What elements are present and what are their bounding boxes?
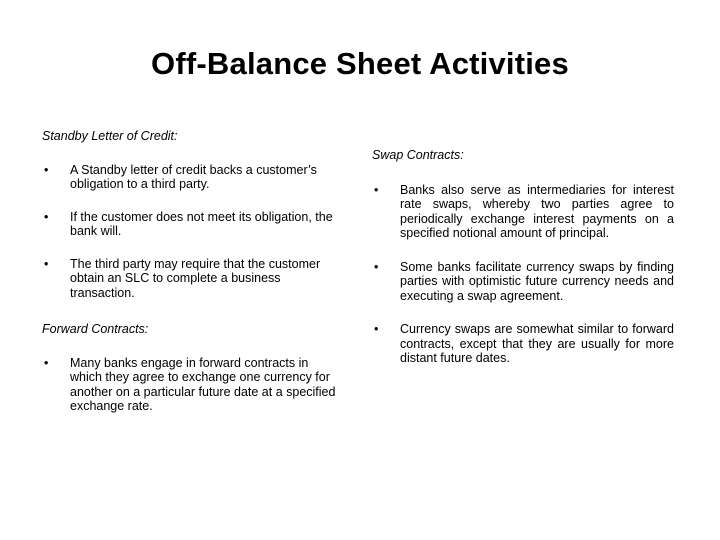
list-item-text: Currency swaps are somewhat similar to forward contracts, except that they are usually for more distant future dates. (400, 322, 674, 365)
list-item-text: Some banks facilitate currency swaps by finding parties with optimistic future currency needs and executing a swap agreement. (400, 259, 674, 303)
bullet-icon: • (374, 322, 379, 336)
bullet-icon: • (44, 209, 49, 224)
list-item-text: Banks also serve as intermediaries for interest rate swaps, whereby two parties agree to periodically exchange interest payments on a specified notional amount of principal. (400, 182, 674, 240)
swap-contracts-heading: Swap Contracts: (372, 148, 464, 162)
bullet-icon: • (44, 162, 49, 177)
list-item-text: Many banks engage in forward contracts in which they agree to exchange one currency for another on a particular future date at a specified exchange rate. (70, 355, 336, 413)
bullet-icon: • (44, 256, 49, 271)
bullet-icon: • (44, 355, 49, 370)
forward-contracts-heading: Forward Contracts: (42, 322, 149, 336)
right-column (372, 148, 674, 366)
list-item (372, 183, 674, 241)
standby-letter-heading: Standby Letter of Credit: (42, 129, 178, 143)
bullet-icon: • (374, 259, 379, 274)
standby-letter-list (42, 163, 342, 301)
bullet-icon: • (374, 182, 379, 197)
list-item (42, 210, 342, 239)
list-item-text: If the customer does not meet its obligation, the bank will. (70, 209, 333, 238)
list-item (372, 322, 674, 366)
list-item (42, 356, 342, 414)
swap-contracts-list (372, 183, 674, 366)
list-item (42, 163, 342, 192)
slide-title: Off-Balance Sheet Activities (151, 46, 569, 81)
list-item-text: A Standby letter of credit backs a customer’s obligation to a third party. (70, 162, 317, 191)
list-item (372, 260, 674, 304)
forward-contracts-list (42, 356, 342, 414)
left-column (42, 129, 342, 414)
list-item-text: The third party may require that the customer obtain an SLC to complete a business transaction. (70, 256, 321, 300)
list-item (42, 257, 342, 301)
